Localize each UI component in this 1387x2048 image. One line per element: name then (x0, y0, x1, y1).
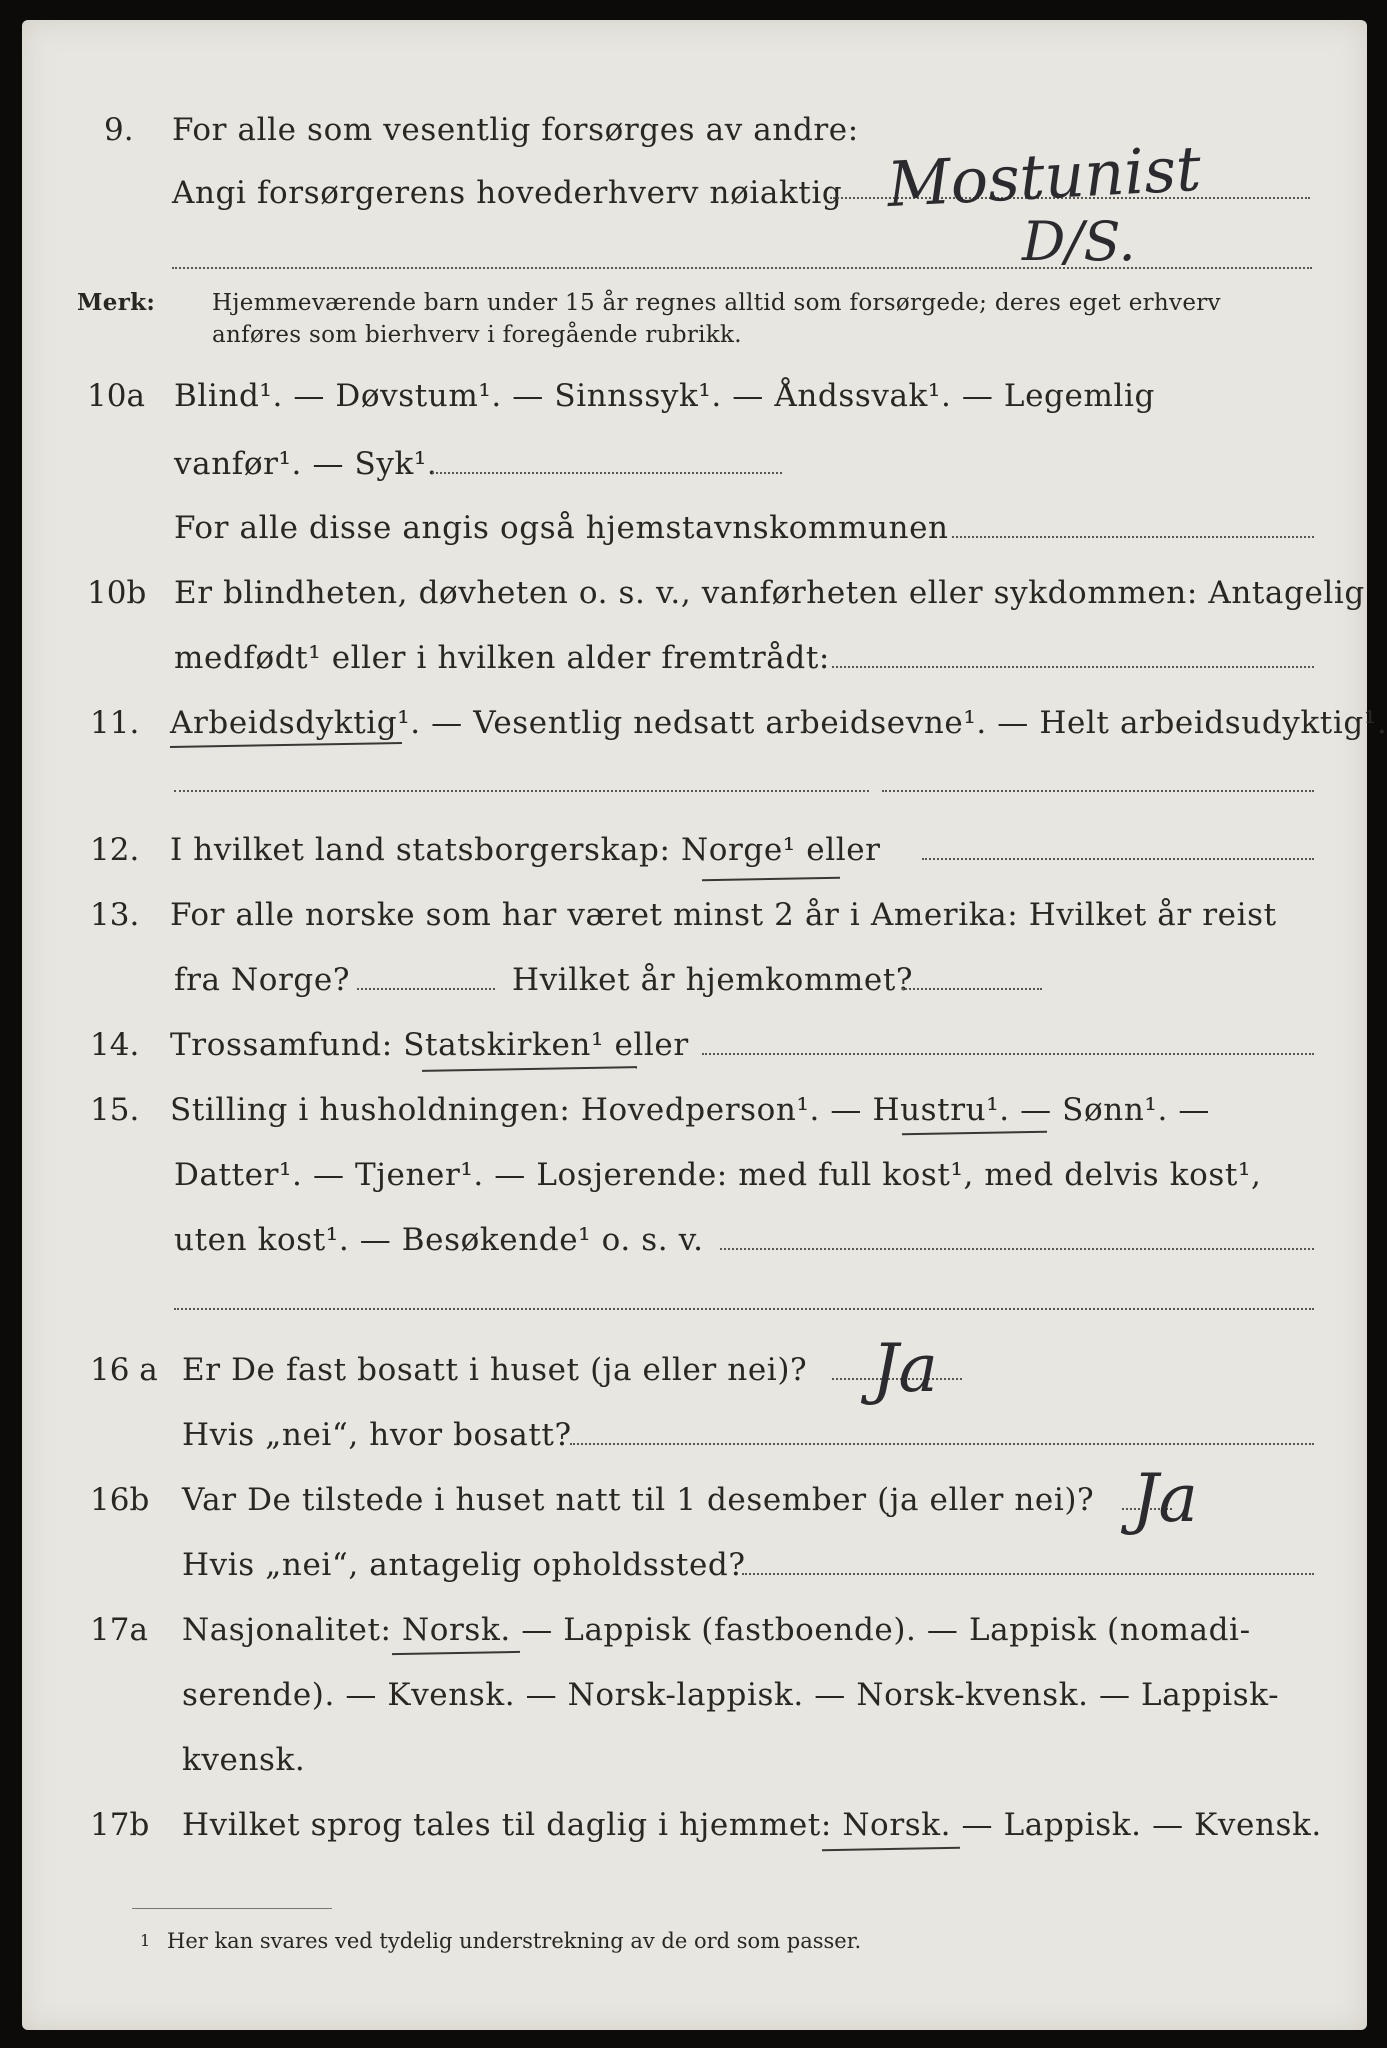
q13-line1: For alle norske som har været minst 2 år i Amerika: Hvilket år reist (170, 897, 1277, 933)
q17a-line3: kvensk. (182, 1742, 306, 1778)
q14-number: 14. (90, 1027, 140, 1063)
q15-line2: Datter¹. — Tjener¹. — Losjerende: med full kost¹, med delvis kost¹, (174, 1157, 1262, 1193)
q9-line2: Angi forsørgerens hovederhverv nøiaktig (172, 175, 843, 211)
q10b-answer-line (832, 666, 1314, 668)
q17b-line1: Hvilket sprog tales til daglig i hjemmet: Norsk. — Lappisk. — Kvensk. (182, 1807, 1322, 1843)
q9-handwritten-answer: Mostunist (885, 131, 1203, 222)
merk-line1: Hjemmeværende barn under 15 år regnes alltid som forsørgede; deres eget erhverv (212, 290, 1221, 316)
q13-answer-line-reist (357, 988, 495, 990)
q17a-number: 17a (90, 1612, 148, 1648)
q16a-residence-line (570, 1443, 1314, 1445)
q14-line1: Trossamfund: Statskirken¹ eller (170, 1027, 689, 1063)
q16a-handwritten-answer: Ja (872, 1330, 938, 1407)
footnote-mark: 1 (140, 1931, 151, 1950)
q15-number: 15. (90, 1092, 140, 1128)
q16b-location-line (742, 1573, 1314, 1575)
q10b-number: 10b (87, 575, 147, 611)
q14-underline-statskirken (422, 1066, 637, 1072)
q9-answer-line-2 (172, 267, 1312, 269)
q10b-line1: Er blindheten, døvheten o. s. v., vanførheten eller sykdommen: Antagelig (174, 575, 1365, 611)
q14-answer-line (702, 1053, 1314, 1055)
q15-line1: Stilling i husholdningen: Hovedperson¹. — Hustru¹. — Sønn¹. — (170, 1092, 1210, 1128)
q16b-line1: Var De tilstede i huset natt til 1 desember (ja eller nei)? (182, 1482, 1095, 1518)
q10b-line2: medfødt¹ eller i hvilken alder fremtrådt: (174, 640, 830, 676)
q10a-number: 10a (87, 378, 145, 414)
footnote-text: Her kan svares ved tydelig understrekning av de ord som passer. (167, 1929, 862, 1953)
q17a-underline-norsk (392, 1651, 520, 1655)
q13-line2a: fra Norge? (174, 962, 351, 998)
census-form-page (22, 20, 1387, 2030)
q12-underline-norge (702, 877, 840, 881)
q17a-line1: Nasjonalitet: Norsk. — Lappisk (fastboende). — Lappisk (nomadi- (182, 1612, 1251, 1648)
q16a-line2: Hvis „nei“, hvor bosatt? (182, 1417, 572, 1453)
q16b-number: 16b (90, 1482, 150, 1518)
q17b-underline-norsk (822, 1847, 960, 1851)
q11-line1: Arbeidsdyktig¹. — Vesentlig nedsatt arbeidsevne¹. — Helt arbeidsudyktig¹. (170, 705, 1387, 741)
q11-answer-line (174, 790, 869, 792)
q13-answer-line-hjemkommet (902, 988, 1042, 990)
q11-underline-arbeidsdyktig (170, 742, 402, 748)
q9-handwritten-answer-2: D/S. (1022, 210, 1136, 273)
q12-number: 12. (90, 832, 140, 868)
q11-number: 11. (90, 705, 140, 741)
q16b-handwritten-answer: Ja (1132, 1460, 1198, 1537)
q15-underline-hustru (902, 1131, 1047, 1136)
q12-line1: I hvilket land statsborgerskap: Norge¹ eller (170, 832, 881, 868)
q10a-line1: Blind¹. — Døvstum¹. — Sinnssyk¹. — Åndssvak¹. — Legemlig (174, 378, 1155, 414)
merk-line2: anføres som bierhverv i foregående rubrikk. (212, 322, 742, 348)
q13-line2b: Hvilket år hjemkommet? (512, 962, 914, 998)
q11-answer-line-2 (882, 790, 1314, 792)
q10a-answer-line (432, 472, 782, 474)
q10a-municipality-line (952, 536, 1314, 538)
q15-answer-line (720, 1248, 1314, 1250)
q15-answer-line-2 (174, 1308, 1314, 1310)
q17b-number: 17b (90, 1807, 150, 1843)
merk-label: Merk: (77, 289, 156, 316)
q16b-line2: Hvis „nei“, antagelig opholdssted? (182, 1547, 746, 1583)
q16a-line1: Er De fast bosatt i huset (ja eller nei)? (182, 1352, 808, 1388)
q10a-line3: For alle disse angis også hjemstavnskommunen (174, 510, 949, 546)
q12-answer-line (922, 858, 1314, 860)
q9-line1: For alle som vesentlig forsørges av andre: (172, 112, 859, 148)
q13-number: 13. (90, 897, 140, 933)
q10a-line2: vanfør¹. — Syk¹. (174, 446, 438, 482)
q16a-number: 16 a (90, 1352, 158, 1388)
q17a-line2: serende). — Kvensk. — Norsk-lappisk. — Norsk-kvensk. — Lappisk- (182, 1677, 1280, 1713)
q15-line3: uten kost¹. — Besøkende¹ o. s. v. (174, 1222, 704, 1258)
footnote-rule (132, 1908, 332, 1909)
q9-number: 9. (104, 112, 134, 148)
